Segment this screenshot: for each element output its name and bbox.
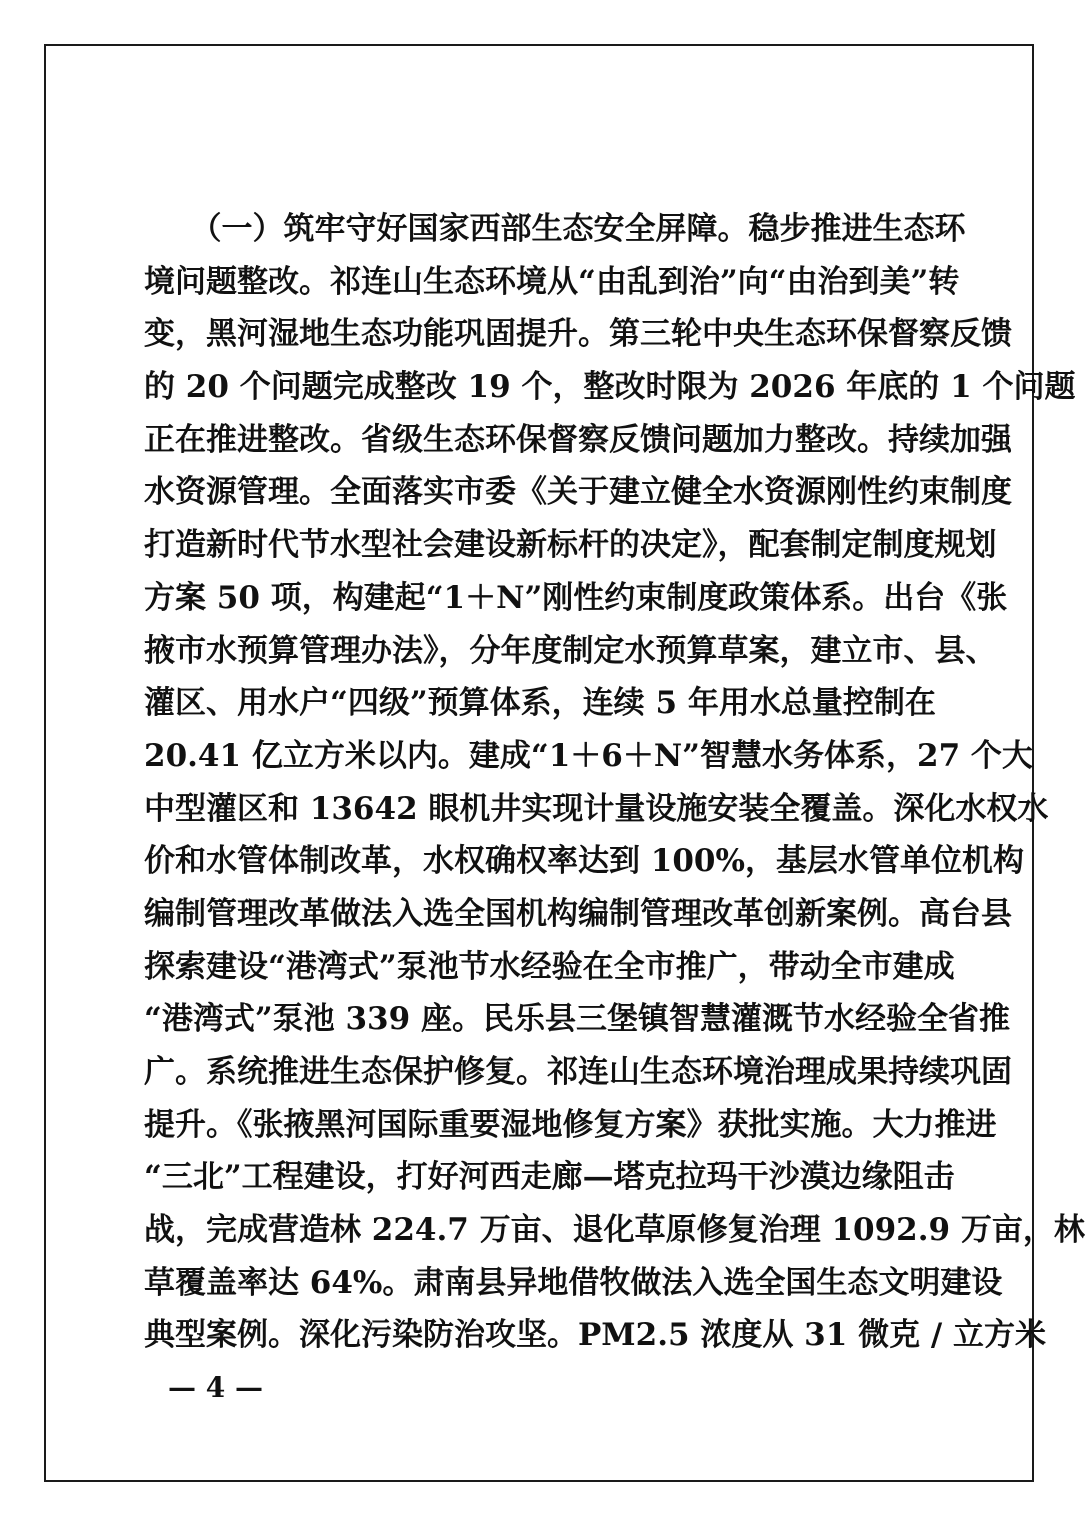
paragraph-line: 典型案例。深化污染防治攻坚。PM2.5 浓度从 31 微克 / 立方米 (144, 1317, 1046, 1354)
page-number: — 4 — (168, 1371, 263, 1404)
paragraph-line: 草覆盖率达 64%。肃南县异地借牧做法入选全国生态文明建设 (144, 1264, 1003, 1301)
paragraph-line: “三北”工程建设，打好河西走廊—塔克拉玛干沙漠边缘阻击 (144, 1159, 955, 1196)
paragraph-line: 正在推进整改。省级生态环保督察反馈问题加力整改。持续加强 (144, 421, 1012, 458)
paragraph-line: 中型灌区和 13642 眼机井实现计量设施安装全覆盖。深化水权水 (144, 790, 1049, 827)
paragraph-line: 掖市水预算管理办法》，分年度制定水预算草案，建立市、县、 (144, 632, 997, 669)
paragraph-line: （一）筑牢守好国家西部生态安全屏障。稳步推进生态环 (144, 211, 966, 247)
paragraph-line: 灌区、用水户“四级”预算体系，连续 5 年用水总量控制在 (144, 685, 936, 722)
paragraph-line: 境问题整改。祁连山生态环境从“由乱到治”向“由治到美”转 (144, 263, 960, 300)
paragraph-line: 20.41 亿立方米以内。建成“1＋6＋N”智慧水务体系，27 个大 (144, 737, 1033, 774)
body-paragraph (144, 203, 1085, 1362)
paragraph-line: 编制管理改革做法入选全国机构编制管理改革创新案例。高台县 (144, 895, 1012, 932)
paragraph-line: 变，黑河湿地生态功能巩固提升。第三轮中央生态环保督察反馈 (144, 316, 1012, 353)
paragraph-line: 水资源管理。全面落实市委《关于建立健全水资源刚性约束制度 (144, 474, 1012, 511)
paragraph-line: 广。系统推进生态保护修复。祁连山生态环境治理成果持续巩固 (144, 1054, 1012, 1090)
paragraph-line: 方案 50 项，构建起“1＋N”刚性约束制度政策体系。出台《张 (144, 579, 1008, 616)
paragraph-line: 探索建设“港湾式”泵池节水经验在全市推广，带动全市建成 (144, 948, 955, 985)
paragraph-line: “港湾式”泵池 339 座。民乐县三堡镇智慧灌溉节水经验全省推 (144, 1001, 1010, 1038)
paragraph-line: 提升。《张掖黑河国际重要湿地修复方案》获批实施。大力推进 (144, 1106, 997, 1143)
paragraph-line: 的 20 个问题完成整改 19 个，整改时限为 2026 年底的 1 个问题 (144, 369, 1076, 406)
paragraph-line: 打造新时代节水型社会建设新标杆的决定》，配套制定制度规划 (144, 527, 997, 564)
paragraph-line: 价和水管体制改革，水权确权率达到 100%，基层水管单位机构 (144, 843, 1024, 880)
paragraph-line: 战，完成营造林 224.7 万亩、退化草原修复治理 1092.9 万亩，林 (144, 1212, 1085, 1249)
